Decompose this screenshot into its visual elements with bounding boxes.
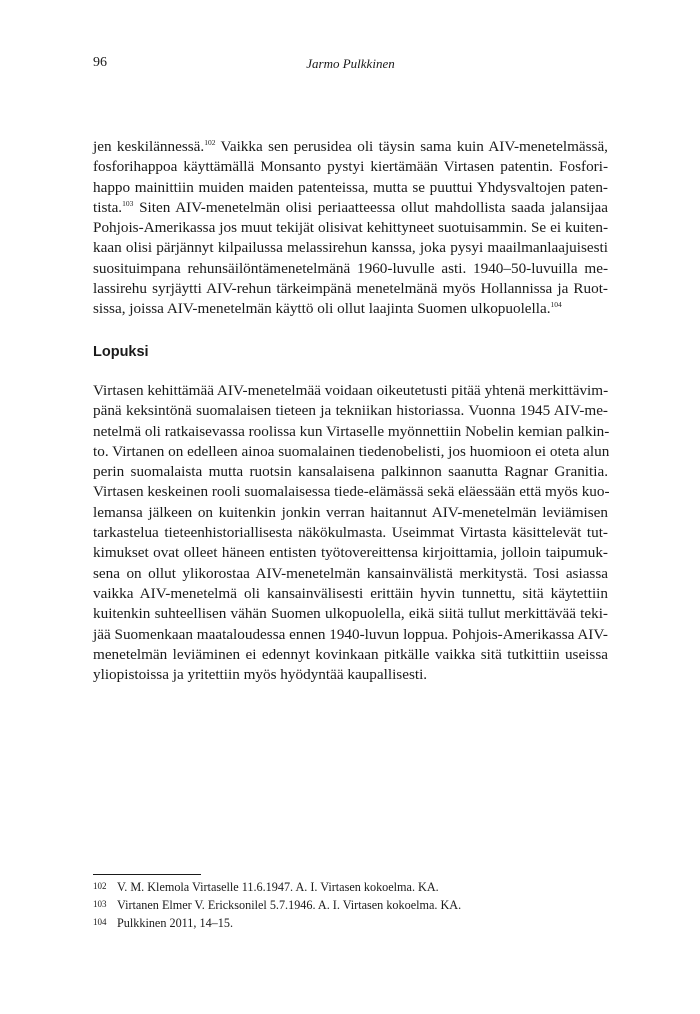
text-line: happo mainittiin muiden maiden patenteissa, mutta se puuttui Yhdysvaltojen paten- [93,178,608,196]
footnote-text: V. M. Klemola Virtaselle 11.6.1947. A. I. Virtasen kokoelma. KA. [117,880,439,894]
text-line: tista.$^{103}$ Siten AIV-menetelmän olisi periaatteessa ollut mahdollista saada jalansijaa [93,198,608,216]
text-line: sissa, joissa AIV-menetelmän käyttö oli ollut laajinta Suomen ulkopuolella.$^{104}$ [93,300,562,318]
footnote-text: Virtanen Elmer V. Ericksonilel 5.7.1946. A. I. Virtasen kokoelma. KA. [117,898,462,912]
footnote-text: Pulkkinen 2011, 14–15. [117,916,234,930]
footnote [93,896,608,914]
footnote-number: 104 [93,917,107,927]
text-line: vaikka AIV-menetelmä oli kansainvälisesti erittäin hyvin tunnettu, sitä käytettiin [93,584,608,602]
footnote-divider [93,874,201,875]
text-line: suosituimpana rehunsäilöntämenetelmänä 1960-luvulle asti. 1940–50-luvuilla me- [93,259,608,277]
footnote [93,878,608,896]
text-line: tarkastelua tieteenhistoriallisesta näkökulmasta. Useimmat Virtasta käsittelevät tut- [93,524,608,542]
text-line: Virtasen kehittämää AIV-menetelmää voidaan oikeutetusti pitää yhtenä merkittävim- [93,382,609,399]
running-head: Jarmo Pulkkinen [306,56,395,71]
footnote [93,914,608,932]
text-line: jää Suomenkaan maataloudessa ennen 1940-luvun loppua. Pohjois-Amerikassa AIV- [93,625,608,643]
footnotes [93,878,608,932]
text-line: fosforihappoa käyttämällä Monsanto pystyi kiertämään Virtasen patentin. Fosfori- [93,158,608,176]
text-line: lassirehu syrjäytti AIV-rehun tärkeimpänä menetelmänä myös Hollannissa ja Ruot- [93,280,608,298]
text-line: kuitenkin suhteellisen vähän Suomen ulkopuolella, eikä siitä tullut merkittävää teki- [93,605,608,623]
text-line: pänä keksintönä suomalaisen tieteen ja tekniikan historiassa. Vuonna 1945 AIV-me- [93,402,608,420]
body-paragraph [93,381,608,685]
text-line: netelmä oli ratkaisevassa roolissa kun Virtaselle myönnettiin Nobelin kemian palkin- [93,422,610,440]
footnote-ref[interactable]: 103 [122,198,134,208]
footnote-ref[interactable]: 102 [204,138,216,147]
text-line: to. Virtanen on edelleen ainoa suomalainen tiedenobelisti, jos huomioon ei oteta alun [93,442,610,460]
text-line: perin suomalaista mutta ruotsin kansalaisena palkinnon saanutta Ragnar Granitia. [93,463,608,481]
text-line: menetelmän leviäminen ei edennyt kovinkaan pitkälle vaikka sitä tutkittiin useissa [93,645,608,663]
text-line: yliopistoissa ja yritettiin myös hyödyntää kaupallisesti. [93,666,428,684]
text-line: Pohjois-Amerikassa jos muut tekijät olisivat kehittyneet suotuisammin. Se ei kuiten- [93,219,608,237]
text-line: sena on ollut ylikorostaa AIV-menetelmän kansainvälistä merkitystä. Tosi asiassa [93,564,608,582]
page-number: 96 [93,55,107,70]
text-line: jen keskilännessä.$^{102}$ Vaikka sen perusidea oli täysin sama kuin AIV-menetelmässä, [93,138,608,155]
footnote-number: 103 [93,899,107,909]
footnote-number: 102 [93,881,107,891]
text-line: lemansa jälkeen on kuitenkin jonkin verran haitannut AIV-menetelmän leviämisen [93,503,608,521]
page-header [93,55,608,73]
section-heading: Lopuksi [93,344,149,360]
body-paragraph [93,137,608,320]
footnote-ref[interactable]: 104 [550,300,562,310]
text-line: kaan olisi pärjännyt kilpailussa melassirehun kanssa, joka pysyi maailmanlaajuisesti [93,239,608,257]
text-line: Virtasen keskeinen rooli suomalaisessa tiede-elämässä sekä eläessään että myös kuo- [93,483,610,501]
text-line: kimukset ovat olleet häneen entisten työtovereittensa kirjoittamia, jolloin taipumuk- [93,544,608,562]
